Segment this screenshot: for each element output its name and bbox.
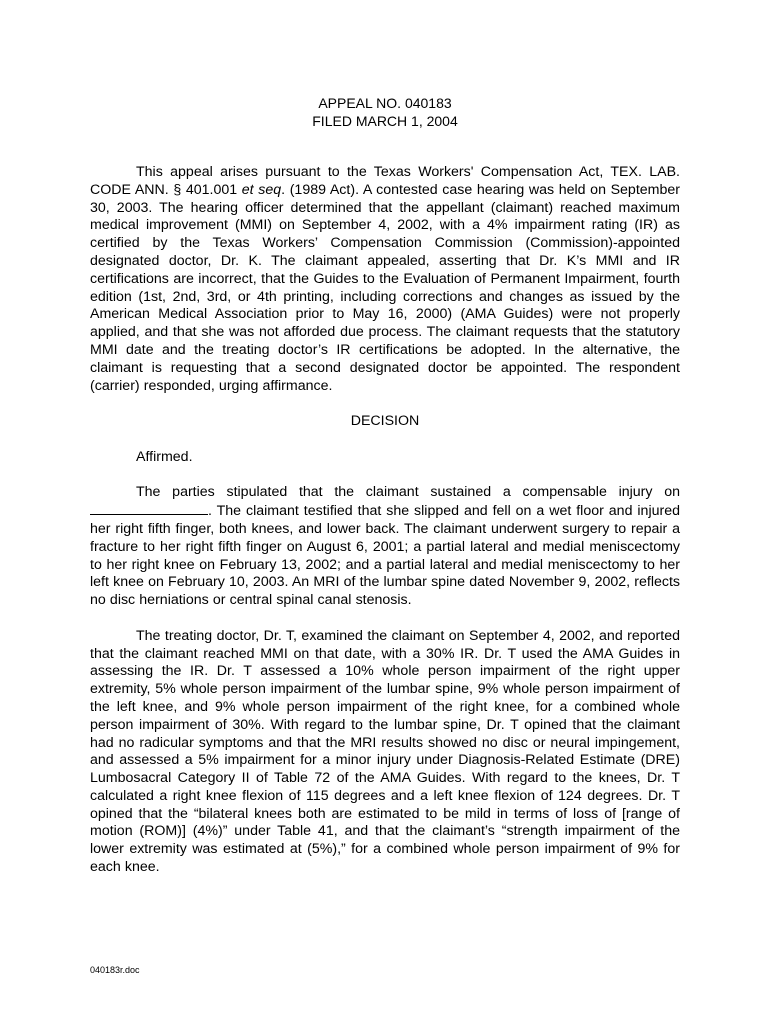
appeal-number: APPEAL NO. 040183	[318, 95, 452, 111]
decision-heading: DECISION	[350, 413, 420, 430]
document-body	[90, 164, 680, 895]
stipulation-text-end: . The claimant testified that she slipped and fell on a wet floor and injured her right fifth finger, both knees, and lower back. The claimant underwent surgery to repair a fracture to her right fifth finger on August 6, 2001; a partial lateral and medial meniscectomy to her right knee on February 13, 2002; and a partial lateral and medial meniscectomy to her left knee on February 10, 2003. An MRI of the lumbar spine dated November 9, 2002, reflects no disc herniations or central spinal canal stenosis.	[90, 503, 680, 609]
filed-date: FILED MARCH 1, 2004	[312, 113, 458, 129]
intro-text-end: . (1989 Act). A contested case hearing was held on September 30, 2003. The hearing officer determined that the appellant (claimant) reached maximum medical improvement (MMI) on September 4, 2002, with a 4% impairment rating (IR) as certified by the Texas Workers’ Compensation Commission (Commission)-appointed designated doctor, Dr. K. The claimant appealed, asserting that Dr. K’s MMI and IR certifications are incorrect, that the Guides to the Evaluation of Permanent Impairment, fourth edition (1st, 2nd, 3rd, or 4th printing, including corrections and changes as issued by the American Medical Association prior to May 16, 2000) (AMA Guides) were not properly applied, and that she was not afforded due process. The claimant requests that the statutory MMI date and the treating doctor’s IR certifications be adopted. In the alternative, the claimant is requesting that a second designated doctor be appointed. The respondent (carrier) responded, urging affirmance.	[90, 181, 680, 394]
et-seq-italic: et seq	[241, 181, 282, 198]
stipulation-text-start: The parties stipulated that the claimant sustained a compensable injury on	[136, 484, 680, 501]
treating-doctor-paragraph: The treating doctor, Dr. T, examined the claimant on September 4, 2002, and reported that the claimant reached MMI on that date, with a 30% IR. Dr. T used the AMA Guides in assessing the IR. Dr. T assessed a 10% whole person impairment of the right upper extremity, 5% whole person impairment of the lumbar spine, 9% whole person impairment of the left knee, and 9% whole person impairment of the right knee, for a combined whole person impairment of 30%. With regard to the lumbar spine, Dr. T opined that the claimant had no radicular symptoms and that the MRI results showed no disc or neural impingement, and assessed a 5% impairment for a minor injury under Diagnosis-Related Estimate (DRE) Lumbosacral Category II of Table 72 of the AMA Guides. With regard to the knees, Dr. T calculated a right knee flexion of 115 degrees and a left knee flexion of 124 degrees. Dr. T opined that the “bilateral knees both are estimated to be mild in terms of loss of [range of motion (ROM)] (4%)” under Table 41, and that the claimant’s “strength impairment of the lower extremity was estimated at (5%),” for a combined whole person impairment of 9% for each knee.	[90, 627, 680, 876]
redacted-date-blank	[90, 502, 208, 515]
stipulation-paragraph	[90, 484, 680, 610]
affirmed-text: Affirmed.	[136, 448, 193, 465]
intro-text-start: This appeal arises pursuant to the Texas Workers' Compensation Act, TEX. LAB. CODE ANN. § 401.001	[90, 164, 680, 198]
document-header	[90, 94, 680, 130]
footer-filename: 040183r.doc	[90, 965, 140, 975]
intro-paragraph	[90, 164, 680, 395]
